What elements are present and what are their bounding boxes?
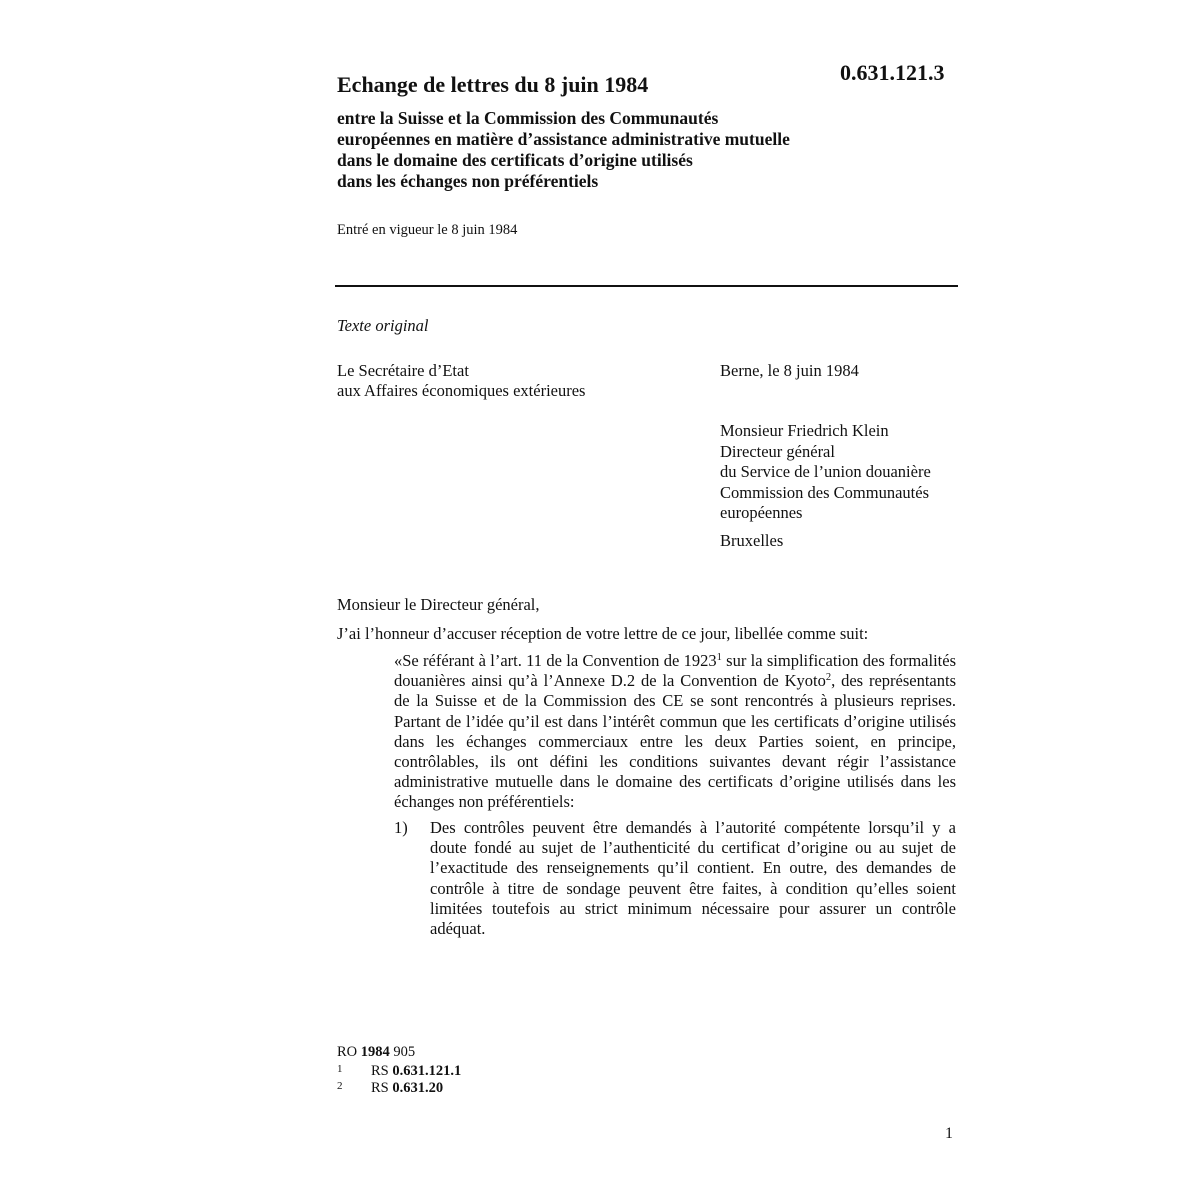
- ro-reference: [337, 1044, 415, 1061]
- list-item-number: 1): [394, 818, 408, 837]
- footnote-ref: 0.631.20: [392, 1080, 444, 1096]
- sender-line: aux Affaires économiques extérieures: [337, 381, 586, 400]
- quoted-paragraph: [394, 651, 956, 813]
- list-item-text: Des contrôles peuvent être demandés à l’autorité compétente lorsqu’il y a doute fondé au sujet de l’authenticité du certificat d’origine ou au sujet de l’exactitude des renseignements qu’il contient. En outre, des demandes de contrôle à titre de sondage peuvent être faites, à condition qu’elles soient limitées toutefois au strict minimum nécessaire pour assurer un contrôle adéquat.: [430, 818, 956, 939]
- entry-into-force: Entré en vigueur le 8 juin 1984: [337, 222, 518, 238]
- footnote-prefix: RS: [371, 1063, 389, 1079]
- sender-line: Le Secrétaire d’Etat: [337, 361, 469, 380]
- recipient-line: Directeur général: [720, 441, 835, 461]
- subtitle-line: dans les échanges non préférentiels: [337, 171, 599, 191]
- ro-year: 1984: [360, 1044, 390, 1060]
- intro-paragraph: J’ai l’honneur d’accuser réception de votre lettre de ce jour, libellée comme suit:: [337, 624, 869, 643]
- footnote-2: [337, 1080, 443, 1097]
- ro-page: 905: [393, 1044, 416, 1060]
- recipient-line: Monsieur Friedrich Klein: [720, 421, 889, 440]
- recipient-block: [720, 421, 931, 524]
- footnote-ref: 0.631.121.1: [392, 1063, 462, 1079]
- recipient-city: Bruxelles: [720, 531, 784, 550]
- ro-prefix: RO: [337, 1044, 358, 1060]
- footnote-prefix: RS: [371, 1080, 389, 1096]
- subtitle-line: dans le domaine des certificats d’origine utilisés: [337, 150, 693, 170]
- recipient-line: du Service de l’union douanière: [720, 462, 931, 481]
- salutation: Monsieur le Directeur général,: [337, 595, 540, 614]
- document-subtitle: [337, 108, 897, 192]
- sr-number: 0.631.121.3: [840, 60, 945, 85]
- quote-text: «Se référant à l’art. 11 de la Convention de 1923: [394, 651, 717, 670]
- quote-text: sur la simplification des formalités douanières ainsi qu’à l’Annexe D.2 de la Convention de Kyoto: [394, 651, 956, 691]
- place-date: Berne, le 8 juin 1984: [720, 361, 859, 380]
- original-text-label: Texte original: [337, 316, 429, 335]
- footnote-ref-2[interactable]: 2: [825, 672, 832, 684]
- quote-text: , des représentants de la Suisse et de la Commission des CE se sont rencontrés à plusieurs reprises. Partant de l’idée qu’il est dans l’intérêt commun que les certificats d’origine utilisés dans les échanges commerciaux entre les deux Parties soient, en principe, contrôlables, ils ont défini les conditions suivantes devant régir l’assistance administrative mutuelle dans le domaine des certificats d’origine utilisés dans les échanges non préférentiels:: [394, 671, 956, 812]
- recipient-line: européennes: [720, 503, 803, 522]
- footnote-1: [337, 1063, 461, 1080]
- sender-block: [337, 361, 585, 401]
- document-title: Echange de lettres du 8 juin 1984: [337, 72, 649, 97]
- footnote-ref-1[interactable]: 1: [716, 652, 722, 663]
- page-number: 1: [945, 1125, 953, 1142]
- header-divider: [335, 285, 958, 287]
- recipient-line: Commission des Communautés: [720, 482, 930, 502]
- subtitle-line: entre la Suisse et la Commission des Communautés: [337, 108, 719, 128]
- footnote-mark: 2: [337, 1080, 343, 1092]
- footnote-mark: 1: [337, 1063, 343, 1075]
- subtitle-line: européennes en matière d’assistance administrative mutuelle: [337, 129, 790, 149]
